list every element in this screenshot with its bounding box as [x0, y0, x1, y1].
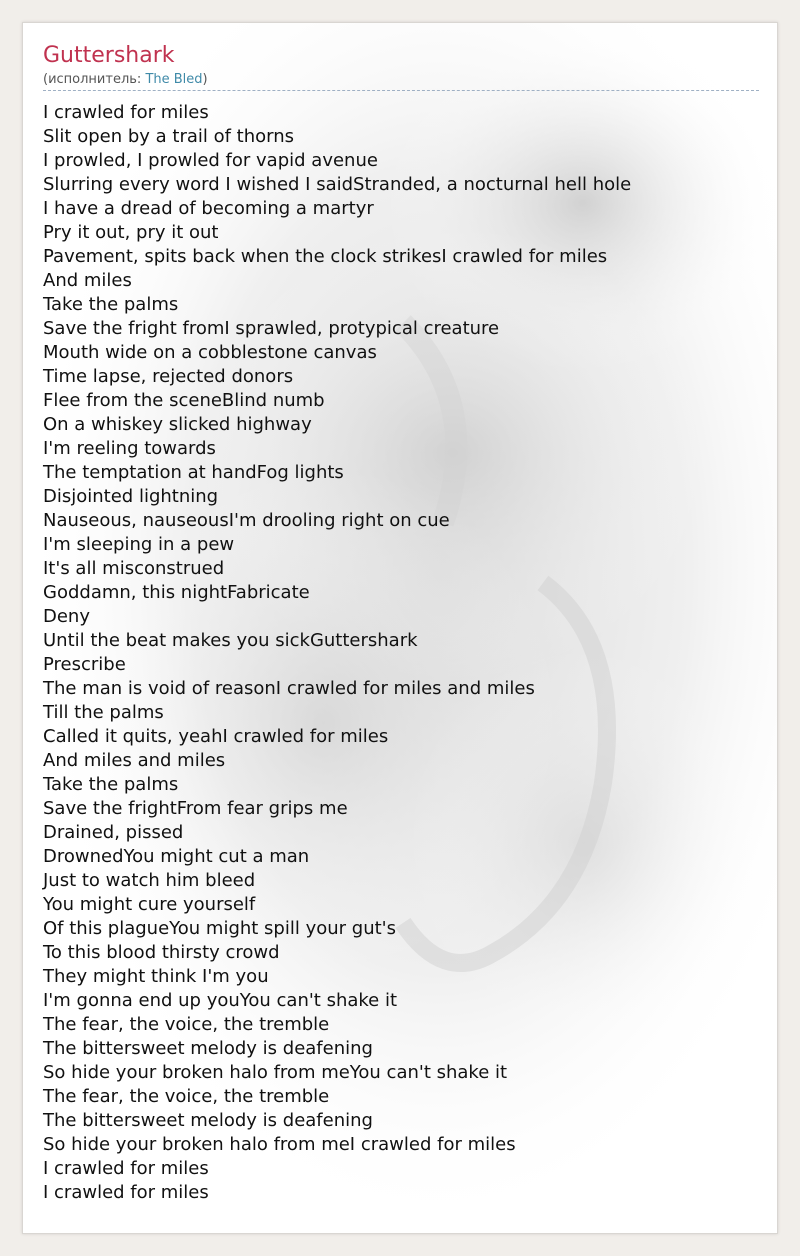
- lyric-line: Until the beat makes you sickGuttershark: [43, 630, 418, 651]
- lyric-line: So hide your broken halo from meYou can't shake it: [43, 1062, 508, 1083]
- lyric-line: Deny: [43, 606, 90, 627]
- lyric-line: DrownedYou might cut a man: [43, 846, 310, 867]
- lyric-line: On a whiskey slicked highway: [43, 414, 312, 435]
- lyric-line: Mouth wide on a cobblestone canvas: [43, 342, 377, 363]
- lyric-line: Till the palms: [43, 702, 164, 723]
- lyrics-content: [43, 41, 759, 1205]
- lyric-line: Slit open by a trail of thorns: [43, 126, 295, 147]
- lyric-line: I'm sleeping in a pew: [43, 534, 235, 555]
- lyric-line: Flee from the sceneBlind numb: [43, 390, 325, 411]
- artist-prefix: (исполнитель:: [43, 72, 146, 87]
- lyric-line: Drained, pissed: [43, 822, 184, 843]
- artist-suffix: ): [202, 72, 208, 87]
- lyric-line: Goddamn, this nightFabricate: [43, 582, 310, 603]
- lyric-line: I prowled, I prowled for vapid avenue: [43, 150, 378, 171]
- lyric-line: Prescribe: [43, 654, 126, 675]
- lyric-line: Slurring every word I wished I saidStranded, a nocturnal hell hole: [43, 174, 632, 195]
- lyric-line: Take the palms: [43, 294, 179, 315]
- lyric-line: The fear, the voice, the tremble: [43, 1014, 330, 1035]
- lyric-line: Save the frightFrom fear grips me: [43, 798, 348, 819]
- lyric-line: The bittersweet melody is deafening: [43, 1038, 373, 1059]
- song-title: Guttershark: [43, 43, 175, 68]
- lyric-line: I have a dread of becoming a martyr: [43, 198, 374, 219]
- lyric-line: I crawled for miles: [43, 1182, 209, 1203]
- lyrics-text: [43, 101, 759, 1205]
- lyric-line: You might cure yourself: [43, 894, 256, 915]
- artist-line: [43, 71, 759, 89]
- lyric-line: I'm reeling towards: [43, 438, 216, 459]
- artist-link[interactable]: The Bled: [145, 72, 203, 87]
- lyric-line: Pry it out, pry it out: [43, 222, 219, 243]
- lyric-line: I crawled for miles: [43, 1158, 209, 1179]
- lyrics-card: [22, 22, 778, 1234]
- lyric-line: To this blood thirsty crowd: [43, 942, 280, 963]
- lyric-line: I crawled for miles: [43, 102, 209, 123]
- title-divider: [43, 90, 759, 91]
- lyric-line: Take the palms: [43, 774, 179, 795]
- lyric-line: Pavement, spits back when the clock strikesI crawled for miles: [43, 246, 608, 267]
- lyric-line: Called it quits, yeahI crawled for miles: [43, 726, 389, 747]
- lyric-line: Of this plagueYou might spill your gut's: [43, 918, 396, 939]
- lyric-line: I'm gonna end up youYou can't shake it: [43, 990, 398, 1011]
- lyric-line: The man is void of reasonI crawled for miles and miles: [43, 678, 535, 699]
- lyric-line: So hide your broken halo from meI crawled for miles: [43, 1134, 516, 1155]
- lyric-line: It's all misconstrued: [43, 558, 225, 579]
- lyric-line: The temptation at handFog lights: [43, 462, 344, 483]
- lyric-line: The bittersweet melody is deafening: [43, 1110, 373, 1131]
- lyric-line: And miles: [43, 270, 132, 291]
- lyric-line: And miles and miles: [43, 750, 226, 771]
- lyric-line: The fear, the voice, the tremble: [43, 1086, 330, 1107]
- lyric-line: Disjointed lightning: [43, 486, 219, 507]
- lyric-line: They might think I'm you: [43, 966, 269, 987]
- lyric-line: Just to watch him bleed: [43, 870, 256, 891]
- lyric-line: Time lapse, rejected donors: [43, 366, 294, 387]
- lyric-line: Save the fright fromI sprawled, protypical creature: [43, 318, 500, 339]
- lyric-line: Nauseous, nauseousI'm drooling right on cue: [43, 510, 450, 531]
